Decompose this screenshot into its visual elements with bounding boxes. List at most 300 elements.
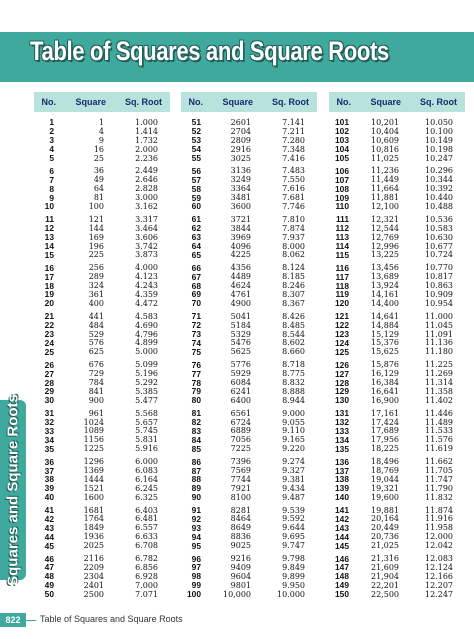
cell-sqrt: 7.681	[282, 193, 305, 203]
table-row	[181, 427, 317, 436]
table-row	[34, 581, 170, 590]
cell-sqrt: 4.796	[135, 329, 158, 339]
table-row	[181, 590, 317, 599]
cell-square: 6084	[230, 378, 251, 387]
table-header	[329, 92, 465, 112]
table-row	[181, 581, 317, 590]
table-column-3	[329, 92, 465, 599]
cell-sqrt: 10.863	[425, 281, 453, 291]
cell-sqrt: 3.742	[135, 241, 158, 251]
cell-square: 16,641	[371, 386, 399, 396]
cell-number: 13	[44, 232, 54, 243]
cell-sqrt: 10.583	[425, 223, 453, 233]
row-group	[181, 118, 317, 162]
table-row	[181, 250, 317, 259]
header-square: Square	[222, 97, 253, 107]
cell-square: 11,664	[371, 184, 399, 194]
cell-sqrt: 11.269	[425, 369, 453, 379]
cell-sqrt: 6.481	[135, 514, 158, 524]
cell-number: 69	[191, 289, 201, 300]
cell-square: 17,689	[371, 426, 399, 436]
cell-sqrt: 8.000	[282, 241, 305, 251]
cell-number: 82	[191, 417, 201, 428]
cell-sqrt: 9.899	[282, 571, 305, 581]
table-row	[181, 290, 317, 299]
table-row	[329, 581, 465, 590]
cell-square: 17,424	[371, 417, 399, 427]
cell-sqrt: 8.544	[282, 329, 305, 339]
cell-number: 59	[191, 192, 201, 203]
table-row	[34, 515, 170, 524]
cell-number: 64	[191, 241, 201, 252]
cell-square: 7056	[230, 435, 251, 445]
table-row	[34, 378, 170, 387]
header-sqroot: Sq. Root	[125, 97, 162, 107]
title-banner	[0, 32, 474, 82]
cell-number: 43	[44, 522, 54, 533]
cell-number: 87	[191, 465, 201, 476]
cell-number: 40	[44, 492, 54, 503]
cell-square: 12,100	[371, 201, 399, 211]
cell-sqrt: 6.164	[135, 474, 158, 484]
cell-square: 1089	[83, 426, 104, 436]
cell-square: 10,000	[223, 589, 251, 599]
cell-sqrt: 11.533	[425, 426, 453, 436]
side-tab-label: Squares and Square Roots	[4, 394, 22, 586]
cell-sqrt: 8.124	[282, 263, 305, 273]
cell-sqrt: 7.616	[282, 184, 305, 194]
cell-number: 89	[191, 483, 201, 494]
table-row	[34, 290, 170, 299]
cell-sqrt: 11.874	[425, 505, 453, 515]
cell-square: 15,625	[371, 347, 399, 357]
table-row	[181, 347, 317, 356]
table-row	[181, 484, 317, 493]
cell-number: 150	[335, 589, 349, 600]
cell-number: 9	[49, 192, 54, 203]
table-row	[181, 184, 317, 193]
table-row	[181, 418, 317, 427]
cell-square: 8100	[230, 492, 251, 502]
table-row	[329, 396, 465, 405]
table-row	[34, 590, 170, 599]
table-row	[329, 233, 465, 242]
cell-sqrt: 8.888	[282, 386, 305, 396]
cell-number: 1	[49, 117, 54, 128]
cell-sqrt: 5.477	[135, 395, 158, 405]
cell-sqrt: 9.695	[282, 532, 305, 542]
cell-sqrt: 3.317	[135, 214, 158, 224]
cell-number: 37	[44, 465, 54, 476]
cell-sqrt: 11.402	[425, 395, 453, 405]
cell-number: 96	[191, 553, 201, 564]
table-row	[329, 321, 465, 330]
cell-square: 2704	[230, 126, 251, 136]
row-group	[329, 360, 465, 404]
cell-square: 100	[88, 201, 104, 211]
cell-number: 119	[335, 289, 349, 300]
cell-sqrt: 2.449	[135, 166, 158, 176]
cell-number: 39	[44, 483, 54, 494]
cell-square: 4489	[230, 272, 251, 282]
cell-number: 148	[335, 571, 349, 582]
cell-square: 12,769	[371, 232, 399, 242]
cell-sqrt: 12.124	[425, 562, 453, 572]
cell-square: 5929	[230, 369, 251, 379]
cell-number: 18	[44, 280, 54, 291]
cell-square: 1600	[83, 492, 104, 502]
cell-sqrt: 8.367	[282, 298, 305, 308]
cell-sqrt: 11.446	[425, 408, 453, 418]
cell-number: 30	[44, 395, 54, 406]
cell-square: 144	[88, 223, 104, 233]
cell-sqrt: 9.327	[282, 466, 305, 476]
table-row	[34, 202, 170, 211]
cell-sqrt: 5.745	[135, 426, 158, 436]
cell-number: 78	[191, 377, 201, 388]
table-row	[181, 145, 317, 154]
cell-number: 77	[191, 368, 201, 379]
cell-sqrt: 11.225	[425, 360, 453, 370]
table-row	[34, 554, 170, 563]
cell-sqrt: 8.246	[282, 281, 305, 291]
row-group	[181, 554, 317, 598]
cell-square: 1444	[83, 474, 104, 484]
cell-number: 104	[335, 144, 349, 155]
cell-square: 17,161	[371, 408, 399, 418]
cell-number: 36	[44, 456, 54, 467]
cell-sqrt: 10.488	[425, 201, 453, 211]
cell-square: 49	[93, 175, 104, 185]
cell-square: 9025	[230, 541, 251, 551]
cell-sqrt: 6.928	[135, 571, 158, 581]
cell-sqrt: 5.657	[135, 417, 158, 427]
table-row	[329, 263, 465, 272]
cell-square: 8464	[230, 514, 251, 524]
table-row	[181, 127, 317, 136]
cell-number: 127	[335, 368, 349, 379]
cell-square: 8281	[230, 505, 251, 515]
cell-sqrt: 9.381	[282, 474, 305, 484]
cell-sqrt: 11.358	[425, 386, 453, 396]
cell-number: 34	[44, 434, 54, 445]
cell-square: 16,129	[371, 369, 399, 379]
table-column-2	[181, 92, 317, 599]
cell-sqrt: 10.677	[425, 241, 453, 251]
cell-number: 111	[335, 214, 349, 225]
cell-sqrt: 11.958	[425, 523, 453, 533]
cell-sqrt: 11.662	[425, 457, 453, 467]
cell-sqrt: 1.414	[135, 126, 158, 136]
table-row	[34, 242, 170, 251]
cell-square: 14,161	[371, 289, 399, 299]
cell-square: 196	[88, 241, 104, 251]
cell-square: 7569	[230, 466, 251, 476]
cell-square: 18,769	[371, 466, 399, 476]
table-row	[181, 457, 317, 466]
row-group	[329, 166, 465, 210]
cell-sqrt: 2.000	[135, 144, 158, 154]
cell-number: 5	[49, 153, 54, 164]
row-group	[34, 506, 170, 550]
cell-number: 115	[335, 249, 349, 260]
header-no: No.	[41, 97, 56, 107]
cell-square: 21,025	[371, 541, 399, 551]
cell-sqrt: 10.440	[425, 193, 453, 203]
cell-square: 10,816	[371, 144, 399, 154]
cell-sqrt: 11.916	[425, 514, 453, 524]
cell-square: 15,376	[371, 338, 399, 348]
cell-sqrt: 2.646	[135, 175, 158, 185]
cell-square: 121	[88, 214, 104, 224]
table-row	[34, 338, 170, 347]
cell-number: 107	[335, 174, 349, 185]
cell-number: 50	[44, 589, 54, 600]
cell-square: 484	[88, 320, 104, 330]
table-row	[329, 250, 465, 259]
cell-square: 1764	[83, 514, 104, 524]
cell-sqrt: 6.245	[135, 483, 158, 493]
cell-number: 143	[335, 522, 349, 533]
table-row	[329, 175, 465, 184]
cell-sqrt: 9.644	[282, 523, 305, 533]
cell-square: 1296	[83, 457, 104, 467]
row-group	[34, 360, 170, 404]
row-group	[181, 506, 317, 550]
cell-square: 11,881	[371, 193, 399, 203]
cell-square: 5625	[230, 347, 251, 357]
cell-sqrt: 10.000	[277, 589, 305, 599]
cell-square: 841	[88, 386, 104, 396]
table-row	[34, 224, 170, 233]
cell-number: 135	[335, 443, 349, 454]
cell-square: 9801	[230, 580, 251, 590]
cell-number: 130	[335, 395, 349, 406]
table-row	[329, 387, 465, 396]
cell-sqrt: 5.916	[135, 444, 158, 454]
table-row	[329, 541, 465, 550]
table-row	[34, 127, 170, 136]
table-row	[34, 250, 170, 259]
row-group	[329, 554, 465, 598]
cell-sqrt: 7.141	[282, 117, 305, 127]
table-row	[34, 347, 170, 356]
cell-square: 2025	[83, 541, 104, 551]
cell-number: 19	[44, 289, 54, 300]
cell-sqrt: 11.489	[425, 417, 453, 427]
table-row	[329, 166, 465, 175]
cell-number: 72	[191, 320, 201, 331]
table-row	[329, 215, 465, 224]
cell-square: 676	[88, 360, 104, 370]
table-row	[329, 347, 465, 356]
cell-number: 54	[191, 144, 201, 155]
cell-square: 7744	[230, 474, 251, 484]
cell-square: 361	[88, 289, 104, 299]
cell-number: 23	[44, 329, 54, 340]
row-group	[181, 215, 317, 259]
cell-number: 67	[191, 271, 201, 282]
cell-square: 2601	[230, 117, 251, 127]
table-row	[181, 193, 317, 202]
cell-number: 88	[191, 474, 201, 485]
cell-sqrt: 5.292	[135, 378, 158, 387]
cell-sqrt: 9.110	[282, 426, 305, 436]
row-group	[34, 215, 170, 259]
table-row	[34, 360, 170, 369]
cell-sqrt: 4.123	[135, 272, 158, 282]
cell-sqrt: 7.550	[282, 175, 305, 185]
cell-number: 75	[191, 346, 201, 357]
cell-square: 8836	[230, 532, 251, 542]
cell-sqrt: 10.817	[425, 272, 453, 282]
cell-square: 25	[93, 153, 104, 163]
table-row	[181, 554, 317, 563]
cell-sqrt: 11.091	[425, 329, 453, 339]
table-row	[181, 506, 317, 515]
table-row	[34, 136, 170, 145]
cell-sqrt: 11.619	[425, 444, 453, 454]
cell-square: 3481	[230, 193, 251, 203]
cell-number: 94	[191, 531, 201, 542]
cell-number: 60	[191, 201, 201, 212]
header-square: Square	[370, 97, 401, 107]
table-row	[34, 215, 170, 224]
cell-number: 3	[49, 135, 54, 146]
cell-number: 79	[191, 386, 201, 397]
table-header	[181, 92, 317, 112]
cell-square: 17,956	[371, 435, 399, 445]
cell-square: 1521	[83, 483, 104, 493]
cell-number: 138	[335, 474, 349, 485]
cell-square: 6241	[230, 386, 251, 396]
cell-number: 35	[44, 443, 54, 454]
table-row	[329, 224, 465, 233]
cell-number: 131	[335, 408, 349, 419]
table-row	[181, 299, 317, 308]
cell-square: 21,609	[371, 562, 399, 572]
cell-sqrt: 7.416	[282, 153, 305, 163]
table-row	[181, 387, 317, 396]
cell-square: 15,876	[371, 360, 399, 370]
table-row	[34, 321, 170, 330]
cell-number: 133	[335, 425, 349, 436]
footer-rule	[26, 620, 36, 621]
table-row	[329, 484, 465, 493]
cell-number: 16	[44, 262, 54, 273]
cell-square: 13,689	[371, 272, 399, 282]
table-row	[181, 409, 317, 418]
cell-sqrt: 6.633	[135, 532, 158, 542]
cell-square: 5184	[230, 320, 251, 330]
cell-number: 101	[335, 117, 349, 128]
table-row	[34, 409, 170, 418]
cell-sqrt: 5.568	[135, 408, 158, 418]
cell-number: 29	[44, 386, 54, 397]
table-row	[329, 202, 465, 211]
cell-square: 1936	[83, 532, 104, 542]
table-row	[329, 281, 465, 290]
table-row	[181, 242, 317, 251]
cell-square: 1849	[83, 523, 104, 533]
row-group	[181, 263, 317, 307]
cell-sqrt: 7.483	[282, 166, 305, 176]
cell-number: 123	[335, 329, 349, 340]
cell-number: 129	[335, 386, 349, 397]
row-group	[34, 409, 170, 453]
cell-square: 19,600	[371, 492, 399, 502]
row-group	[181, 312, 317, 356]
table-row	[181, 572, 317, 581]
row-group	[329, 457, 465, 501]
cell-number: 17	[44, 271, 54, 282]
table-row	[34, 541, 170, 550]
row-group	[34, 166, 170, 210]
cell-square: 5776	[230, 360, 251, 370]
cell-number: 140	[335, 492, 349, 503]
header-sqroot: Sq. Root	[420, 97, 457, 107]
cell-square: 256	[88, 263, 104, 273]
table-row	[329, 369, 465, 378]
cell-number: 15	[44, 249, 54, 260]
cell-sqrt: 4.243	[135, 281, 158, 291]
cell-number: 33	[44, 425, 54, 436]
cell-number: 136	[335, 456, 349, 467]
row-group	[34, 554, 170, 598]
table-row	[181, 118, 317, 127]
cell-square: 4356	[230, 263, 251, 273]
cell-square: 64	[93, 184, 104, 194]
table-row	[34, 493, 170, 502]
table-row	[181, 338, 317, 347]
table-row	[329, 444, 465, 453]
cell-square: 4	[98, 126, 104, 136]
table-row	[329, 427, 465, 436]
cell-square: 12,321	[371, 214, 399, 224]
table-row	[329, 330, 465, 339]
cell-sqrt: 6.083	[135, 466, 158, 476]
page-footer	[0, 611, 474, 631]
cell-sqrt: 5.831	[135, 435, 158, 445]
cell-square: 1024	[83, 417, 104, 427]
table-row	[181, 541, 317, 550]
cell-square: 441	[88, 311, 104, 321]
cell-square: 9	[98, 135, 104, 145]
table-row	[181, 272, 317, 281]
cell-sqrt: 6.856	[135, 562, 158, 572]
table-row	[329, 154, 465, 163]
cell-sqrt: 9.274	[282, 457, 305, 467]
cell-sqrt: 11.790	[425, 483, 453, 493]
table-row	[181, 444, 317, 453]
cell-number: 91	[191, 505, 201, 516]
table-row	[329, 409, 465, 418]
cell-sqrt: 6.403	[135, 505, 158, 515]
cell-sqrt: 7.000	[135, 580, 158, 590]
row-group	[34, 118, 170, 162]
table-row	[181, 263, 317, 272]
table-row	[34, 444, 170, 453]
cell-sqrt: 7.937	[282, 232, 305, 242]
cell-square: 4761	[230, 289, 251, 299]
cell-sqrt: 4.000	[135, 263, 158, 273]
row-group	[181, 409, 317, 453]
row-group	[181, 457, 317, 501]
cell-square: 6561	[230, 408, 251, 418]
table-row	[181, 396, 317, 405]
cell-number: 14	[44, 241, 54, 252]
cell-number: 68	[191, 280, 201, 291]
